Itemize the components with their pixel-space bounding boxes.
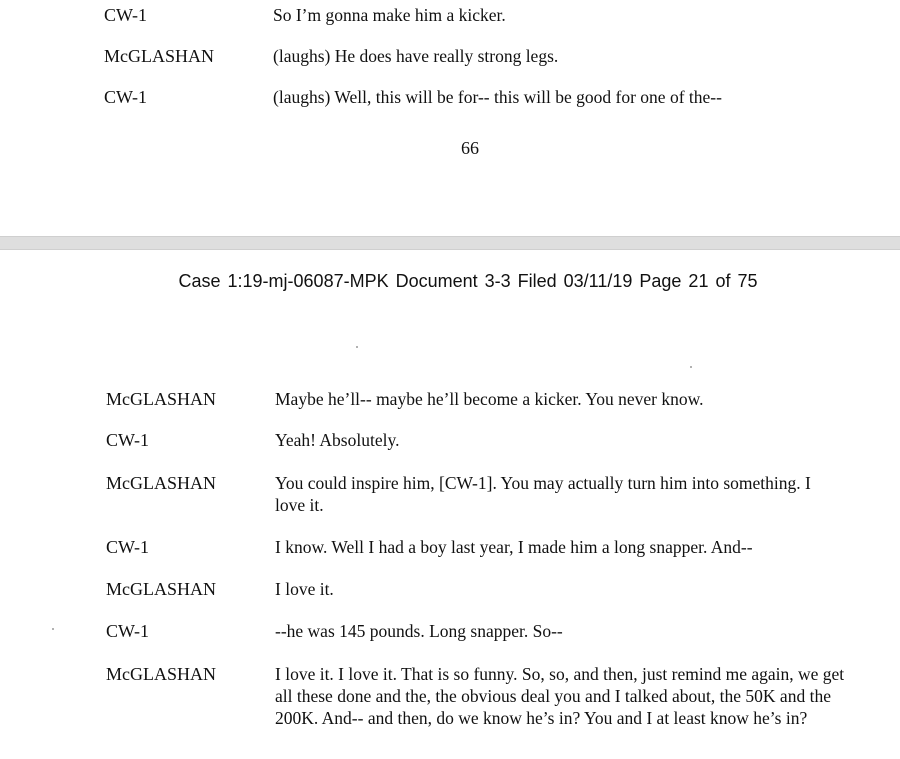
speaker-label: CW-1	[104, 5, 147, 25]
dialogue-text: You could inspire him, [CW-1]. You may actually turn him into something. I love it.	[275, 473, 811, 515]
speaker-label: McGLASHAN	[106, 473, 216, 493]
speaker-label: CW-1	[106, 621, 149, 641]
speaker-label: CW-1	[106, 537, 149, 557]
page-number: 66	[461, 138, 479, 158]
case-header: Case 1:19-mj-06087-MPK Document 3-3 Filed 03/11/19 Page 21 of 75	[178, 271, 758, 291]
dialogue-text: Yeah! Absolutely.	[275, 430, 400, 450]
dialogue-text: I know. Well I had a boy last year, I made him a long snapper. And--	[275, 537, 753, 557]
document-page-bottom	[0, 250, 900, 759]
dialogue-text: Maybe he’ll-- maybe he’ll become a kicker. You never know.	[275, 389, 704, 409]
dialogue-text: I love it.	[275, 579, 334, 599]
speaker-label: McGLASHAN	[104, 46, 214, 66]
speaker-label: McGLASHAN	[106, 664, 216, 684]
dialogue-text: (laughs) Well, this will be for-- this will be good for one of the--	[273, 87, 722, 107]
scan-speck	[690, 366, 692, 368]
dialogue-text: I love it. I love it. That is so funny. So, so, and then, just remind me again, we get all these done and the, the obvious deal you and I talked about, the 50K and the 200K. And-- and then, do we know he’s in? You and I at least know he’s in?	[275, 664, 845, 728]
speaker-label: CW-1	[106, 430, 149, 450]
scan-speck	[52, 628, 54, 630]
speaker-label: McGLASHAN	[106, 579, 216, 599]
scan-speck	[356, 346, 358, 348]
dialogue-text: So I’m gonna make him a kicker.	[273, 5, 506, 25]
page-separator	[0, 236, 900, 250]
dialogue-text: (laughs) He does have really strong legs.	[273, 46, 559, 66]
speaker-label: McGLASHAN	[106, 389, 216, 409]
document-page-top	[0, 0, 900, 236]
speaker-label: CW-1	[104, 87, 147, 107]
dialogue-text: --he was 145 pounds. Long snapper. So--	[275, 621, 563, 641]
